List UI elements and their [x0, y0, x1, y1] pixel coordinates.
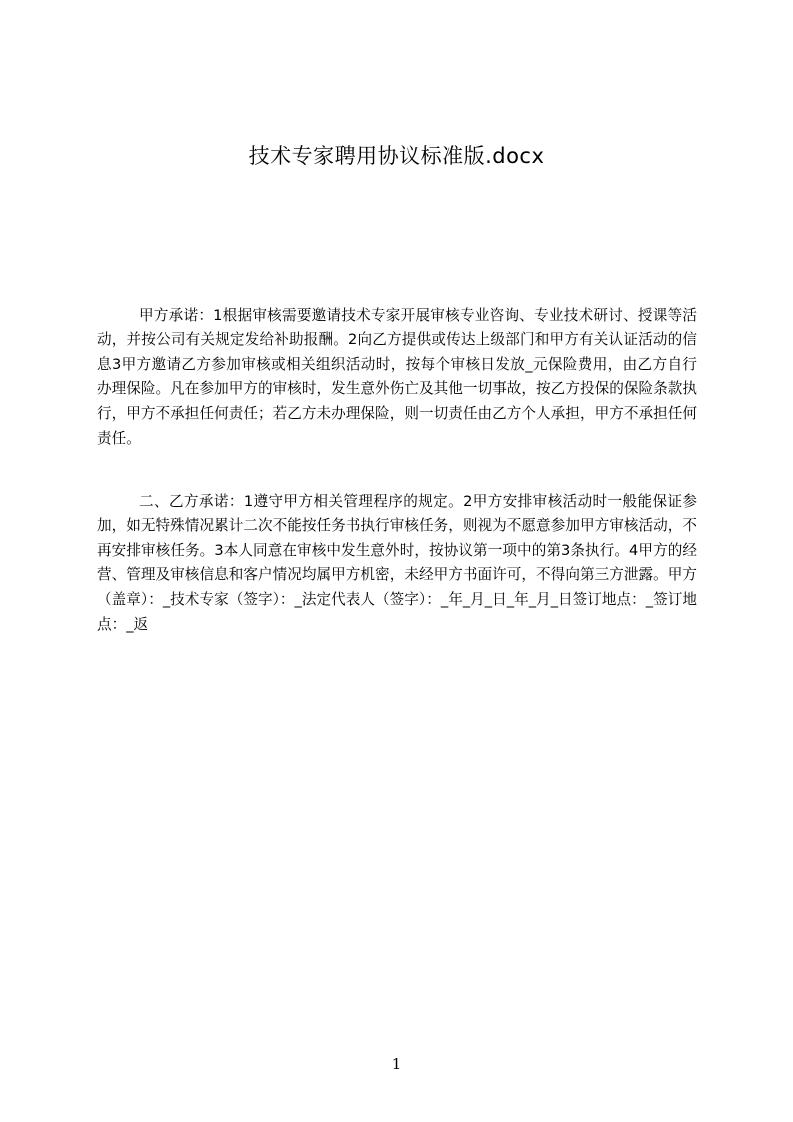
document-title: 技术专家聘用协议标准版.docx — [248, 144, 545, 168]
paragraph-party-a-commitments: 甲方承诺：1根据审核需要邀请技术专家开展审核专业咨询、专业技术研讨、授课等活动，并按公司有关规定发给补助报酬。2向乙方提供或传达上级部门和甲方有关认证活动的信息3甲方邀请乙方参加审核或相关组织活动时，按每个审核日发放_元保险费用，由乙方自行办理保险。凡在参加甲方的审核时，发生意外伤亡及其他一切事故，按乙方投保的保险条款执行，甲方不承担任何责任；若乙方未办理保险，则一切责任由乙方个人承担，甲方不承担任何责任。 — [97, 306, 697, 447]
paragraph-party-b-commitments: 二、乙方承诺：1遵守甲方相关管理程序的规定。2甲方安排审核活动时一般能保证参加，如无特殊情况累计二次不能按任务书执行审核任务，则视为不愿意参加甲方审核活动，不再安排审核任务。3本人同意在审核中发生意外时，按协议第一项中的第3条执行。4甲方的经营、管理及审核信息和客户情况均属甲方机密，未经甲方书面许可，不得向第三方泄露。甲方（盖章）：_技术专家（签字）：_法定代表人（签字）：_年_月_日_年_月_日签订地点：_签订地点：_返 — [97, 492, 697, 633]
page-number: 1 — [391, 1055, 402, 1073]
